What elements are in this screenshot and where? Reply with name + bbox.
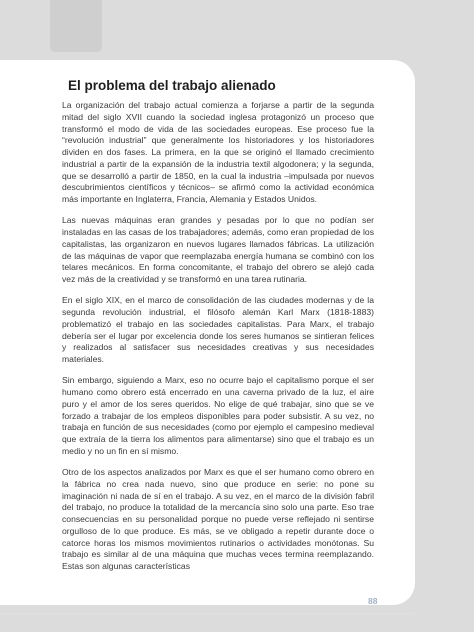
body-text bbox=[62, 100, 374, 582]
paragraph: Sin embargo, siguiendo a Marx, eso no ocurre bajo el capitalismo porque el ser humano como obrero está encerrado en una caverna privado de la luz, el aire puro y el amor de los seres queridos. No elige de qué trabajar, sino que se ve forzado a trabajar de los empleos disponibles para poder subsistir. A su vez, no trabaja en función de sus necesidades (como por ejemplo el campesino medieval que extraía de la tierra los alimentos para alimentarse) sino que el trabajo es un medio y no un fin en sí mismo. bbox=[62, 375, 374, 456]
paragraph: La organización del trabajo actual comienza a forjarse a partir de la segunda mitad del siglo XVII cuando la sociedad inglesa protagonizó un proceso que transformó el modo de vida de las sociedades europeas. Ese proceso fue la “revolución industrial” que generalmente los historiadores y los historiadores dividen en dos fases. La primera, en la que se originó el llamado crecimiento industrial a partir de la expansión de la industria textil algodonera; y la segunda, que se desarrolló a partir de 1850, en la cual la industria –impulsada por nuevos descubrimientos científicos y técnicos– se afirmó como la actividad económica más importante en Inglaterra, Francia, Alemania y Estados Unidos. bbox=[62, 100, 374, 204]
footer-divider bbox=[0, 613, 415, 614]
paragraph: Otro de los aspectos analizados por Marx es que el ser humano como obrero en la fábrica no crea nada nuevo, sino que produce en serie: no pone su imaginación ni nada de sí en el trabajo. A su vez, en el marco de la división fabril del trabajo, no produce la totalidad de la mercancía sino solo una parte. Eso trae consecuencias en su personalidad porque no puede verse reflejado ni sentirse orgulloso de lo que produce. Es más, se ve obligado a repetir durante doce o catorce horas los mismos movimientos rutinarios o actividades monótonas. Su trabajo es similar al de una máquina que muchas veces termina reemplazando. Estas son algunas características bbox=[62, 467, 374, 571]
paragraph: En el siglo XIX, en el marco de consolidación de las ciudades modernas y de la segunda revolución industrial, el filósofo alemán Karl Marx (1818-1883) problematizó el trabajo en las sociedades capitalistas. Para Marx, el trabajo debería ser el lugar por excelencia donde los seres humanos se sintieran felices y realizados al satisfacer sus necesidades creativas y sus necesidades materiales. bbox=[62, 295, 374, 364]
page-number: 88 bbox=[368, 596, 378, 606]
paragraph: Las nuevas máquinas eran grandes y pesadas por lo que no podían ser instaladas en las casas de los trabajadores; además, como eran propiedad de los capitalistas, las organizaron en nuevos lugares llamados fábricas. La utilización de las máquinas de vapor que reemplazaba energía humana se combinó con los telares mecánicos. En forma concomitante, el trabajo del obrero se alejó cada vez más de la creatividad y se transformó en una tarea rutinaria. bbox=[62, 215, 374, 284]
page-title: El problema del trabajo alienado bbox=[68, 78, 276, 93]
